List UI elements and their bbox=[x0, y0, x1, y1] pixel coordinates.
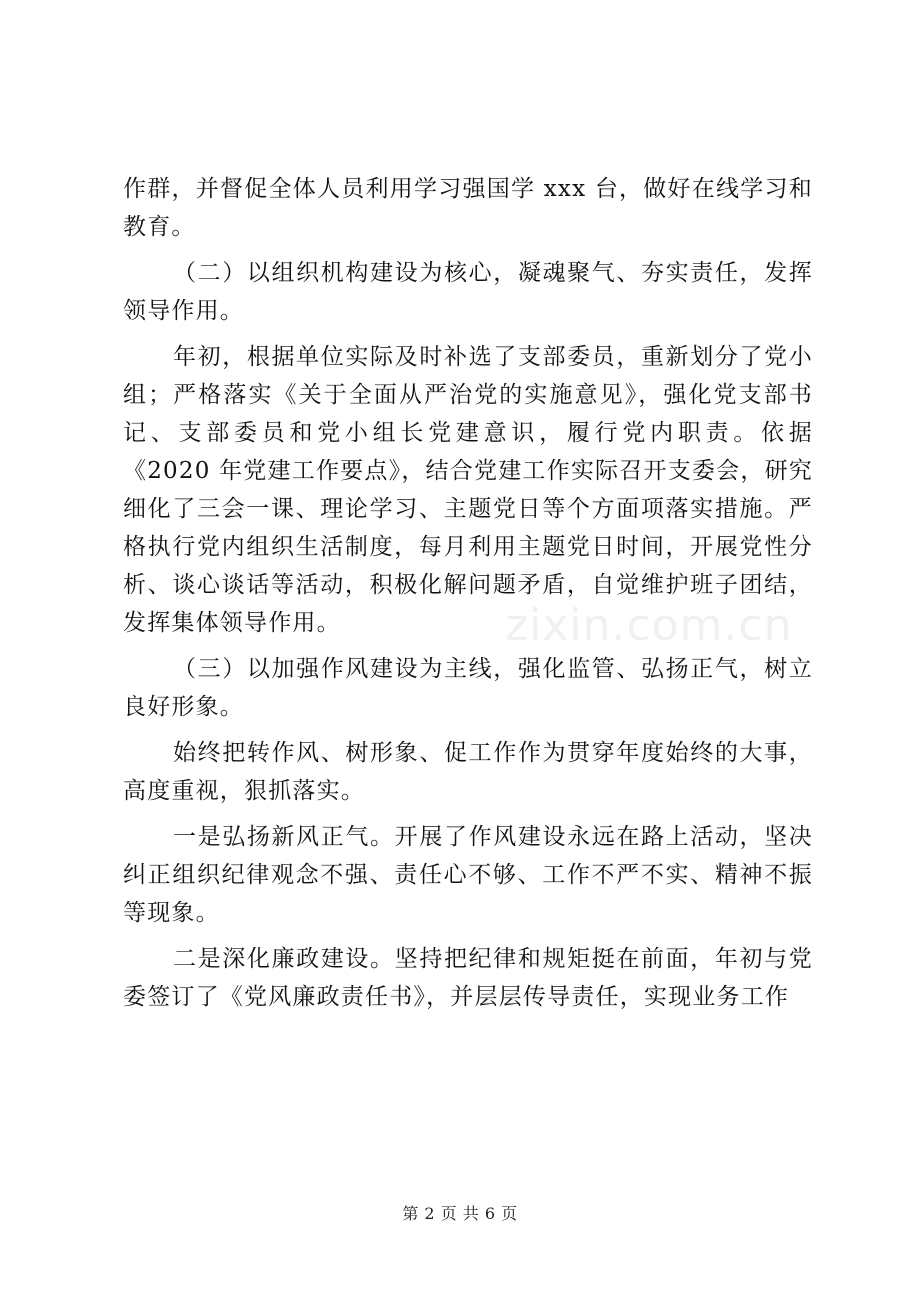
watermark: zixin.com.cn bbox=[505, 600, 793, 651]
document-body bbox=[123, 170, 813, 1024]
paragraph-6: 一是弘扬新风正气。开展了作风建设永远在路上活动，坚决纠正组织纪律观念不强、责任心不够、工作不严不实、精神不振等现象。 bbox=[123, 824, 813, 926]
paragraph-2-heading: （二）以组织机构建设为核心，凝魂聚气、夯实责任，发挥领导作用。 bbox=[123, 260, 813, 324]
paragraph-7: 二是深化廉政建设。坚持把纪律和规矩挺在前面，年初与党委签订了《党风廉政责任书》，并层层传导责任，实现业务工作 bbox=[123, 946, 813, 1010]
page-footer: 第 2 页 共 6 页 bbox=[402, 1204, 518, 1223]
paragraph-1: 作群，并督促全体人员利用学习强国学 xxx 台，做好在线学习和教育。 bbox=[123, 176, 813, 240]
paragraph-3: 年初，根据单位实际及时补选了支部委员，重新划分了党小组；严格落实《关于全面从严治党的实施意见》，强化党支部书记、支部委员和党小组长党建意识，履行党内职责。依据《2020 年党建工作要点》，结合党建工作实际召开支委会，研究细化了三会一课、理论学习、主题党日等个方面项落实措施。严格执行党内组织生活制度，每月利用主题党日时间，开展党性分析、谈心谈话等活动，积极化解问题矛盾，自觉维护班子团结，发挥集体领导作用。 bbox=[123, 344, 813, 636]
paragraph-4-heading: （三）以加强作风建设为主线，强化监管、弘扬正气，树立良好形象。 bbox=[123, 656, 813, 720]
paragraph-5: 始终把转作风、树形象、促工作作为贯穿年度始终的大事，高度重视，狠抓落实。 bbox=[123, 740, 813, 804]
